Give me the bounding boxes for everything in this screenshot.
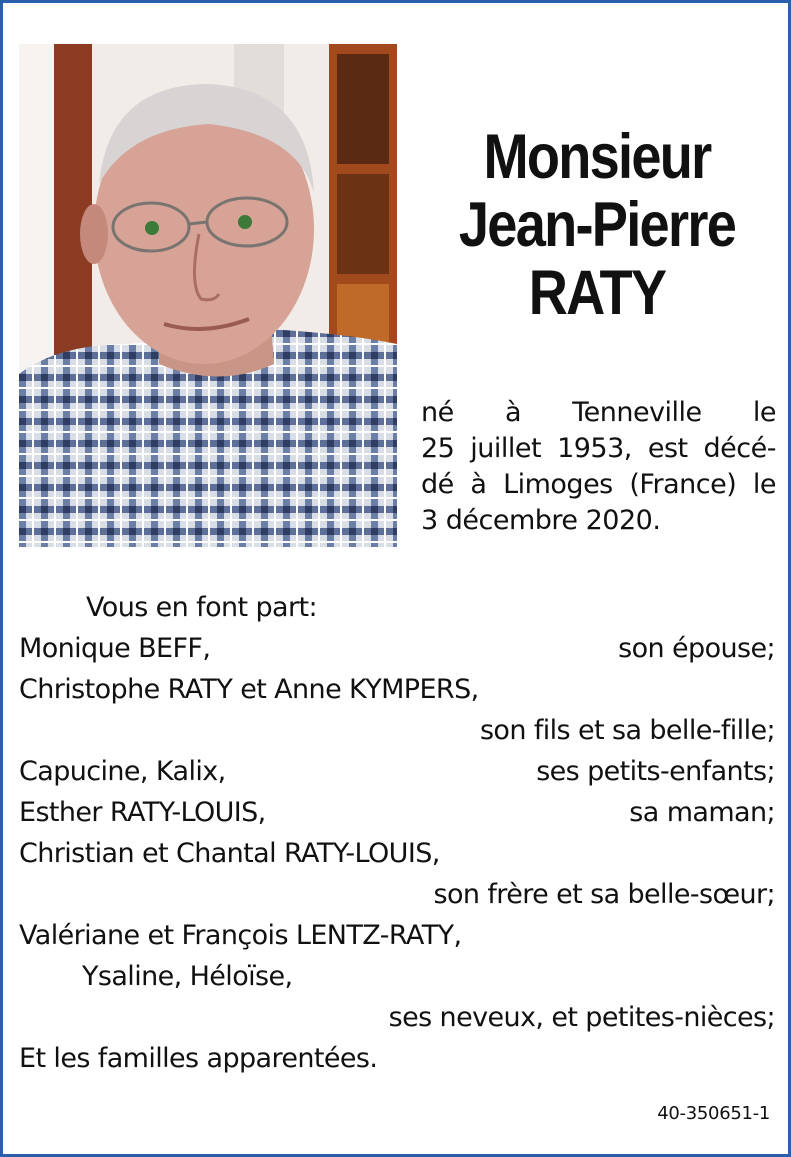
family-sub-names: Ysaline, Héloïse, bbox=[82, 961, 293, 992]
birth-line: né à Tenneville le bbox=[421, 397, 776, 428]
family-name: Monique BEFF, bbox=[19, 633, 211, 664]
family-entry bbox=[19, 751, 775, 792]
portrait-image bbox=[19, 44, 397, 547]
portrait-photo bbox=[19, 44, 397, 547]
closing-text: Et les familles apparentées. bbox=[19, 1043, 378, 1074]
birth-death-details bbox=[421, 395, 776, 539]
family-entry bbox=[19, 915, 775, 1038]
family-name: Capucine, Kalix, bbox=[19, 756, 226, 787]
family-list bbox=[19, 587, 775, 1079]
birth-line: 25 juillet 1953, est décé- bbox=[421, 433, 776, 464]
name-first: Jean-Pierre bbox=[458, 190, 736, 261]
family-relation: son frère et sa belle-sœur; bbox=[433, 879, 775, 910]
family-name: Christian et Chantal RATY-LOUIS, bbox=[19, 838, 440, 869]
family-entry bbox=[19, 669, 775, 751]
family-name: Christophe RATY et Anne KYMPERS, bbox=[19, 674, 479, 705]
family-relation: son fils et sa belle-fille; bbox=[479, 715, 775, 746]
family-entry bbox=[19, 792, 775, 833]
family-relation: ses neveux, et petites-nièces; bbox=[388, 1002, 775, 1033]
intro-text: Vous en font part: bbox=[86, 592, 317, 623]
family-relation: sa maman; bbox=[629, 797, 775, 828]
family-relation: ses petits-enfants; bbox=[536, 756, 775, 787]
family-name: Valériane et François LENTZ-RATY, bbox=[19, 920, 462, 951]
reference-number: 40-350651-1 bbox=[657, 1103, 770, 1124]
birth-line: 3 décembre 2020. bbox=[421, 505, 661, 536]
name-title: Monsieur bbox=[483, 122, 711, 192]
deceased-name bbox=[434, 123, 761, 327]
family-entry bbox=[19, 833, 775, 915]
name-last: RATY bbox=[528, 258, 666, 329]
family-name: Esther RATY-LOUIS, bbox=[19, 797, 266, 828]
family-entry bbox=[19, 628, 775, 669]
family-relation: son épouse; bbox=[618, 633, 775, 664]
birth-line: dé à Limoges (France) le bbox=[421, 469, 776, 500]
